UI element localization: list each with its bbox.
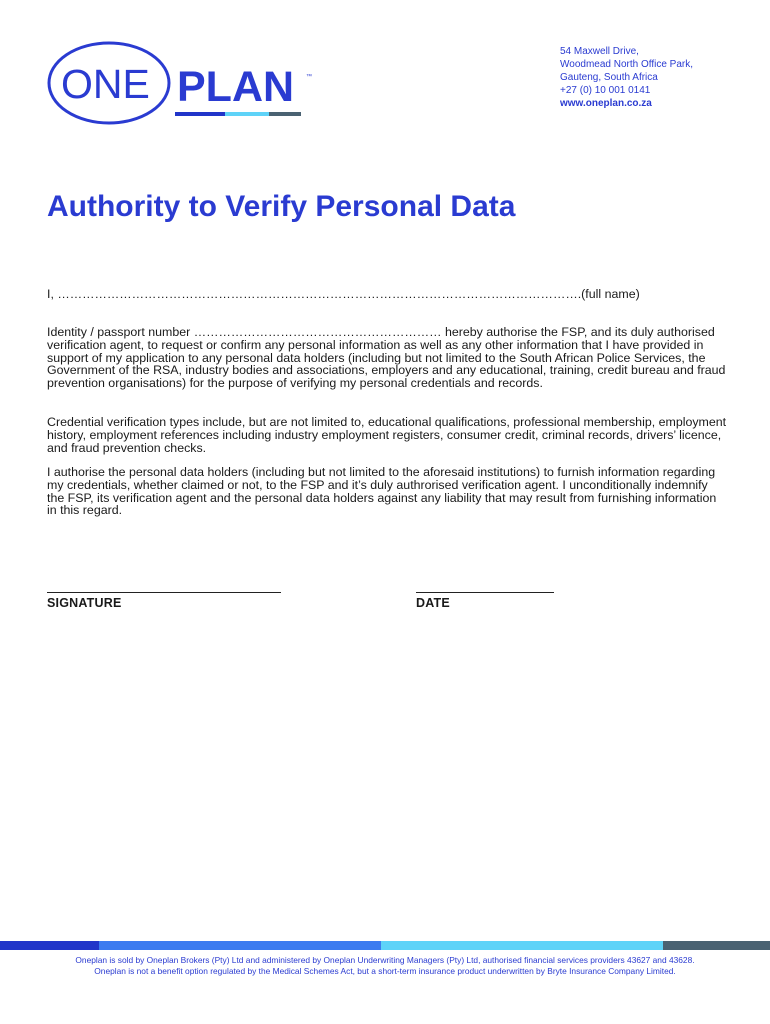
logo-plan-text: PLAN <box>177 63 295 111</box>
signature-line[interactable] <box>47 582 281 593</box>
logo-underline-mid <box>225 112 269 116</box>
logo-one-text: ONE <box>61 61 150 107</box>
logo-trademark: ™ <box>306 74 312 80</box>
address-park: Woodmead North Office Park, <box>560 59 694 70</box>
footer-color-bar <box>0 941 770 950</box>
footer-bar-mid-blue <box>99 941 381 950</box>
oneplan-logo <box>47 38 317 126</box>
date-block <box>416 582 554 610</box>
address-phone: +27 (0) 10 001 0141 <box>560 85 651 96</box>
footer-disclaimer-line2: Oneplan is not a benefit option regulated by the Medical Schemes Act, but a short-term insurance product underwritten by Bryte Insurance Company Limited. <box>94 966 676 976</box>
verification-types-text: Credential verification types include, but are not limited to, educational qualifications, professional membership, employment history, employment references including industry employment registers, consumer credit, criminal records, drivers’ licence, and fraud prevention checks. <box>47 415 727 455</box>
logo-underline-slate <box>269 112 301 116</box>
footer-bar-light-blue <box>381 941 663 950</box>
authorisation-paragraph <box>47 326 727 390</box>
signature-label: SIGNATURE <box>47 596 122 610</box>
company-address <box>560 45 760 110</box>
authorisation-text: Identity / passport number …………………………………………………… hereby authorise the FSP, and its duly authorised verification agent, to request or confirm any personal information as well as any other information that I have provided in support of my application to any personal data holders (including but not limited to the South African Police Services, the Government of the RSA, industry bodies and associations, employers and any educational, training, credit bureau and fraud prevention organisations) for the purpose of verifying my personal credentials and records. <box>47 325 726 391</box>
logo-underline-dark <box>175 112 225 116</box>
signature-block <box>47 582 281 610</box>
footer-bar-dark-blue <box>0 941 99 950</box>
indemnity-paragraph <box>47 466 727 517</box>
date-label: DATE <box>416 596 450 610</box>
verification-types-paragraph <box>47 416 727 454</box>
full-name-line: I, ……………………………………………………………………………………………………………….(full name) <box>47 287 640 301</box>
footer-disclaimer <box>0 955 770 977</box>
footer-disclaimer-line1: Oneplan is sold by Oneplan Brokers (Pty) Ltd and administered by Oneplan Underwriting Managers (Pty) Ltd, authorised financial services providers 43627 and 43628. <box>75 955 695 965</box>
indemnity-text: I authorise the personal data holders (including but not limited to the aforesaid institutions) to furnish information regarding my credentials, whether claimed or not, to the FSP and it’s duly authrorised verification agent. I unconditionally indemnify the FSP, its verification agent and the personal data holders against any liability that may result from furnishing information in this regard. <box>47 465 717 518</box>
address-region: Gauteng, South Africa <box>560 72 658 83</box>
footer-bar-slate <box>663 941 770 950</box>
date-line[interactable] <box>416 582 554 593</box>
document-title: Authority to Verify Personal Data <box>47 190 516 223</box>
address-street: 54 Maxwell Drive, <box>560 46 639 57</box>
address-website-link[interactable]: www.oneplan.co.za <box>560 98 652 109</box>
